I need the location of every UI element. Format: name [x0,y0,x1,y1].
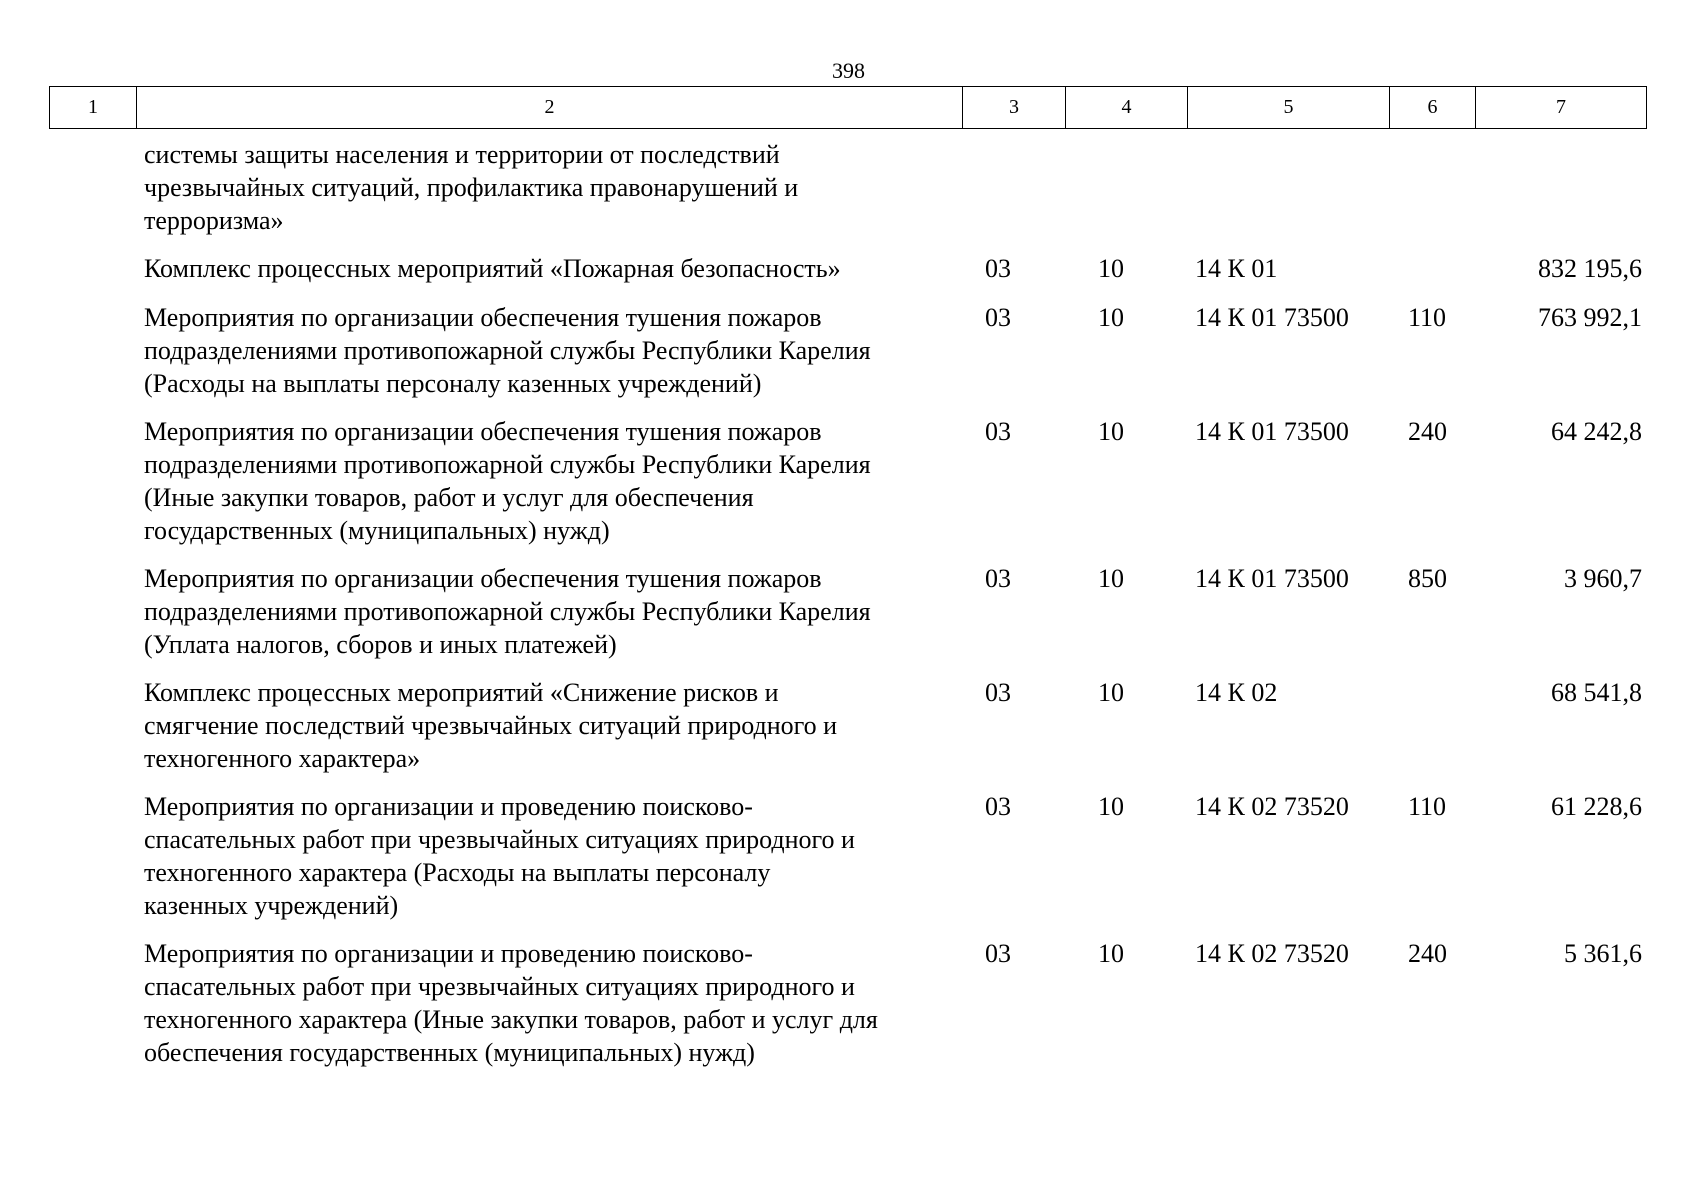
amount: 68 541,8 [1551,678,1642,707]
description-line: Комплекс процессных мероприятий «Пожарная безопасность» [144,254,841,283]
column-header-6: 6 [1390,87,1476,129]
column-header-7: 7 [1476,87,1647,129]
description-line: терроризма» [144,206,284,235]
row-description [144,415,964,547]
page-number: 398 [832,58,865,83]
column-header-3: 3 [963,87,1066,129]
description-line: подразделениями противопожарной службы Республики Карелия [144,336,871,365]
description-line: (Расходы на выплаты персоналу казенных учреждений) [144,369,762,398]
section-code: 03 [985,678,1011,707]
amount: 763 992,1 [1538,303,1642,332]
subsection-code: 10 [1098,939,1124,968]
row-description [144,937,964,1069]
subsection-code: 10 [1098,417,1124,446]
description-line: Мероприятия по организации обеспечения тушения пожаров [144,564,822,593]
description-line: государственных (муниципальных) нужд) [144,516,610,545]
target-article-code: 14 К 01 73500 [1195,303,1349,332]
description-line: чрезвычайных ситуаций, профилактика правонарушений и [144,173,799,202]
description-line: спасательных работ при чрезвычайных ситуациях природного и [144,825,855,854]
section-code: 03 [985,417,1011,446]
amount: 832 195,6 [1538,254,1642,283]
section-code: 03 [985,939,1011,968]
column-header-row [50,87,1647,129]
description-line: Мероприятия по организации обеспечения тушения пожаров [144,303,822,332]
description-line: техногенного характера (Расходы на выплаты персоналу [144,858,771,887]
expense-type-code: 110 [1408,792,1447,821]
target-article-code: 14 К 02 73520 [1195,939,1349,968]
description-line: Комплекс процессных мероприятий «Снижение рисков и [144,678,779,707]
subsection-code: 10 [1098,254,1124,283]
column-header-5: 5 [1188,87,1390,129]
expense-type-code: 240 [1408,417,1447,446]
description-line: Мероприятия по организации и проведению поисково- [144,939,753,968]
description-line: Мероприятия по организации и проведению поисково- [144,792,753,821]
row-description [144,252,964,285]
description-line: (Иные закупки товаров, работ и услуг для обеспечения [144,483,754,512]
subsection-code: 10 [1098,678,1124,707]
description-line: подразделениями противопожарной службы Республики Карелия [144,450,871,479]
section-code: 03 [985,303,1011,332]
column-header-1: 1 [50,87,137,129]
column-header-4: 4 [1066,87,1188,129]
description-line: спасательных работ при чрезвычайных ситуациях природного и [144,972,855,1001]
row-description [144,676,964,775]
description-line: обеспечения государственных (муниципальных) нужд) [144,1038,755,1067]
expense-type-code: 850 [1408,564,1447,593]
description-line: (Уплата налогов, сборов и иных платежей) [144,630,617,659]
amount: 3 960,7 [1564,564,1642,593]
description-line: Мероприятия по организации обеспечения тушения пожаров [144,417,822,446]
target-article-code: 14 К 02 [1195,678,1278,707]
target-article-code: 14 К 01 73500 [1195,564,1349,593]
amount: 61 228,6 [1551,792,1642,821]
amount: 64 242,8 [1551,417,1642,446]
row-description [144,790,964,922]
description-line: техногенного характера (Иные закупки товаров, работ и услуг для [144,1005,878,1034]
expense-type-code: 110 [1408,303,1447,332]
description-line: казенных учреждений) [144,891,399,920]
row-description [144,562,964,661]
amount: 5 361,6 [1564,939,1642,968]
description-line: техногенного характера» [144,744,421,773]
column-header-2: 2 [137,87,963,129]
row-description [144,138,964,237]
subsection-code: 10 [1098,564,1124,593]
description-line: подразделениями противопожарной службы Республики Карелия [144,597,871,626]
section-code: 03 [985,564,1011,593]
target-article-code: 14 К 01 [1195,254,1278,283]
column-header-table [49,86,1647,129]
description-line: смягчение последствий чрезвычайных ситуаций природного и [144,711,838,740]
section-code: 03 [985,254,1011,283]
subsection-code: 10 [1098,303,1124,332]
description-line: системы защиты населения и территории от последствий [144,140,780,169]
row-description [144,301,964,400]
subsection-code: 10 [1098,792,1124,821]
target-article-code: 14 К 02 73520 [1195,792,1349,821]
target-article-code: 14 К 01 73500 [1195,417,1349,446]
section-code: 03 [985,792,1011,821]
expense-type-code: 240 [1408,939,1447,968]
